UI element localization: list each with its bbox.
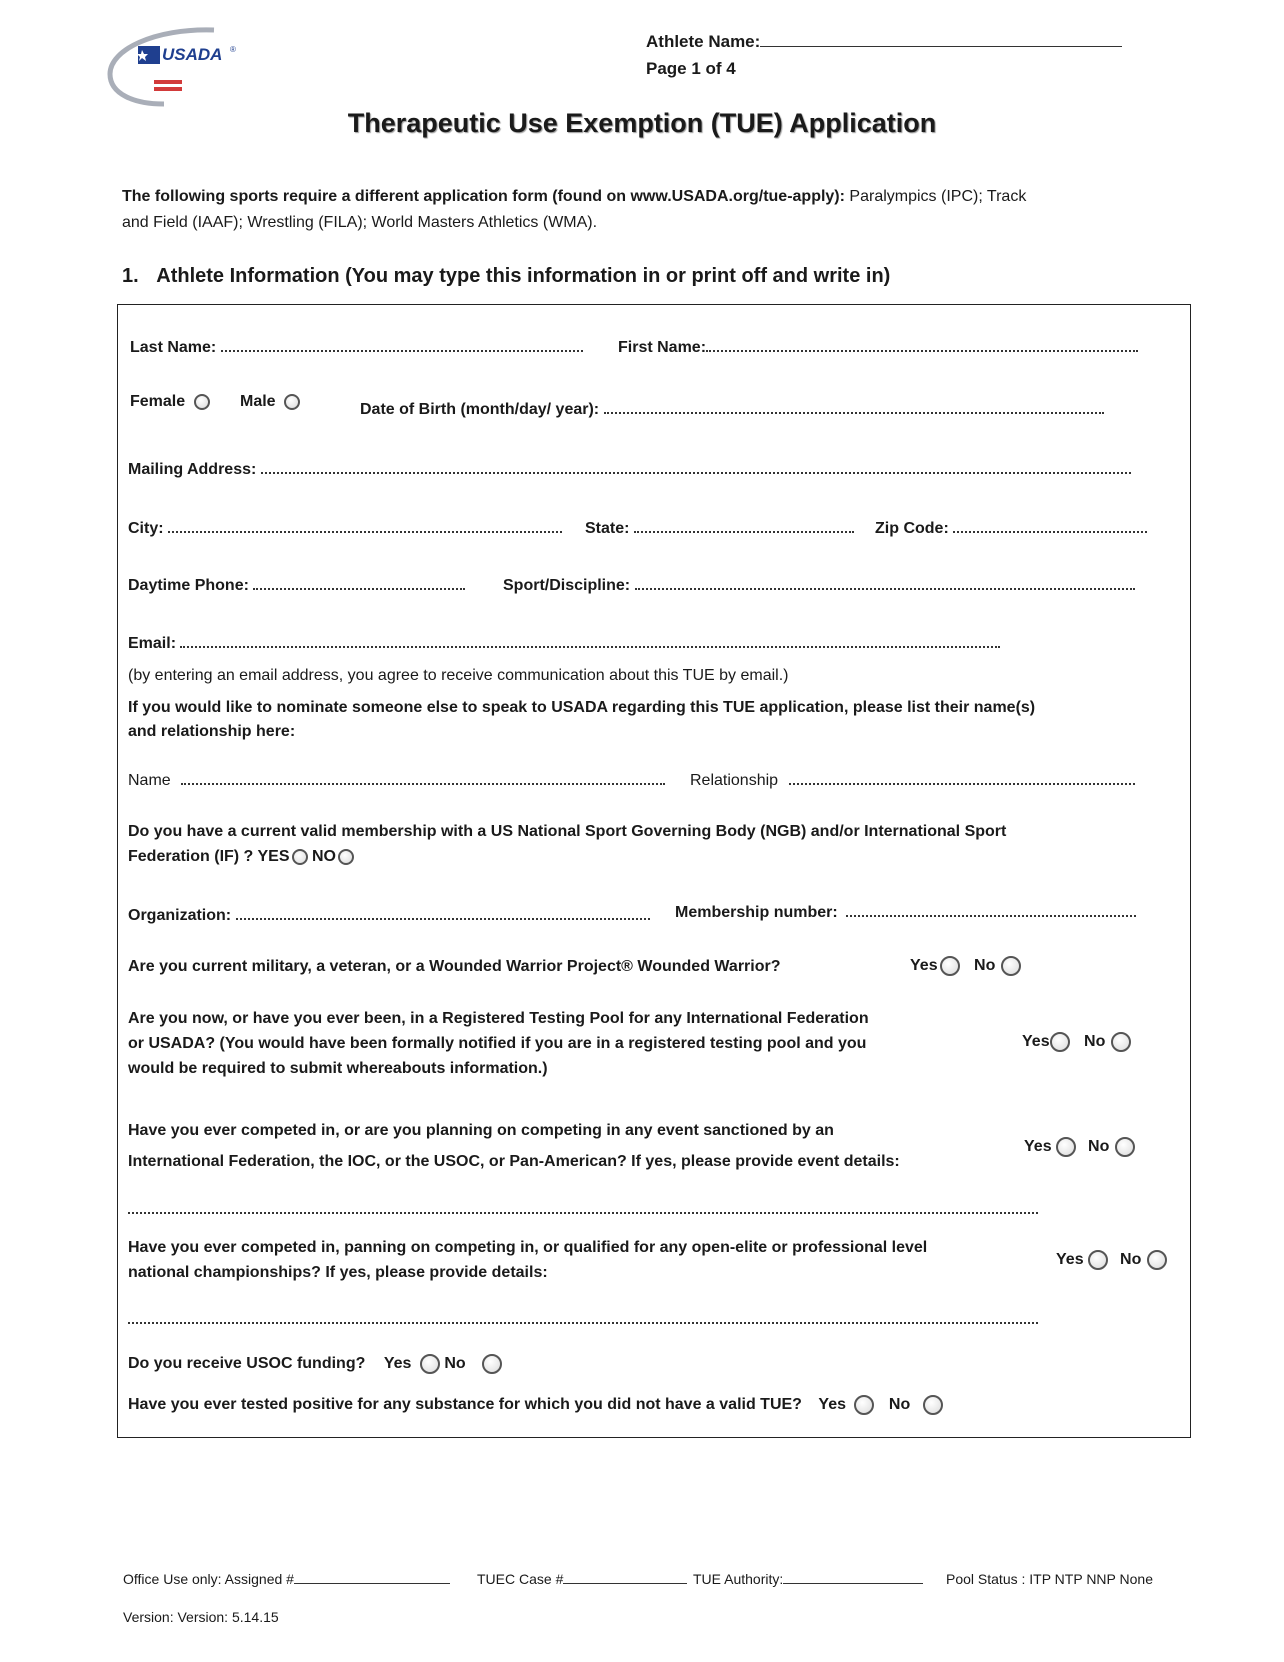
email-label: Email:: [128, 635, 177, 652]
mailing-address-field[interactable]: [128, 458, 1131, 479]
office-assigned-label: Office Use only: Assigned #: [123, 1571, 294, 1587]
male-radio[interactable]: [284, 394, 300, 410]
ngb-no-label: NO: [311, 848, 336, 865]
rtp-question-line3: would be required to submit whereabouts information.): [128, 1060, 548, 1077]
phone-line[interactable]: [253, 574, 465, 590]
intl-question-line1: Have you ever competed in, or are you planning on competing in any event sanctioned by an: [128, 1122, 834, 1139]
first-name-field[interactable]: [618, 336, 1138, 357]
zip-field[interactable]: [875, 517, 1147, 538]
athlete-name-line[interactable]: [760, 46, 1122, 47]
gender-male[interactable]: [240, 393, 300, 411]
relationship-line[interactable]: [789, 769, 1135, 785]
nominee-name-label: Name: [128, 772, 171, 789]
military-answers: [910, 956, 1021, 976]
positive-no-radio[interactable]: [923, 1395, 943, 1415]
military-no-radio[interactable]: [1001, 956, 1021, 976]
last-name-label: Last Name:: [130, 339, 217, 356]
usoc-yes-radio[interactable]: [420, 1354, 440, 1374]
dob-line[interactable]: [604, 398, 1104, 414]
elite-question-line2: national championships? If yes, please provide details:: [128, 1264, 548, 1281]
organization-label: Organization:: [128, 907, 232, 924]
intl-yes-label: Yes: [1024, 1138, 1052, 1156]
positive-yes-radio[interactable]: [854, 1395, 874, 1415]
athlete-name-label: Athlete Name:: [646, 32, 761, 51]
dob-label: Date of Birth (month/day/ year):: [360, 401, 600, 418]
ngb-yes-radio[interactable]: [292, 849, 308, 865]
state-line[interactable]: [634, 517, 854, 533]
nominee-name-field[interactable]: [128, 769, 665, 790]
rtp-no-label: No: [1084, 1033, 1106, 1051]
usada-logo: [104, 24, 264, 112]
assigned-line[interactable]: [294, 1583, 450, 1584]
email-note: (by entering an email address, you agree to receive communication about this TUE by email.): [128, 667, 789, 684]
ngb-question-line2: [128, 848, 354, 866]
first-name-line[interactable]: [706, 336, 1138, 352]
tuec-case: [477, 1571, 687, 1587]
logo-text: USADA: [162, 45, 223, 64]
athlete-name-header: [646, 32, 1122, 52]
gender-female[interactable]: [130, 393, 210, 411]
intro-line2: and Field (IAAF); Wrestling (FILA); World Masters Athletics (WMA).: [122, 214, 598, 231]
female-label: Female: [130, 393, 186, 410]
rtp-yes-label: Yes: [1022, 1033, 1050, 1051]
elite-no-radio[interactable]: [1147, 1250, 1167, 1270]
relationship-label: Relationship: [690, 772, 779, 789]
section-number: 1.: [122, 265, 139, 287]
military-question: Are you current military, a veteran, or a Wounded Warrior Project® Wounded Warrior?: [128, 958, 781, 975]
intl-no-label: No: [1088, 1138, 1110, 1156]
phone-field[interactable]: [128, 574, 465, 595]
city-label: City:: [128, 520, 164, 537]
military-no-label: No: [974, 957, 996, 975]
mailing-label: Mailing Address:: [128, 461, 257, 478]
page-number: Page 1 of 4: [646, 59, 736, 78]
male-label: Male: [240, 393, 276, 410]
positive-label: Have you ever tested positive for any substance for which you did not have a valid TUE?: [128, 1396, 802, 1414]
elite-yes-label: Yes: [1056, 1251, 1084, 1269]
tuec-line[interactable]: [563, 1583, 687, 1584]
last-name-line[interactable]: [221, 336, 583, 352]
rtp-question-line2: or USADA? (You would have been formally notified if you are in a registered testing pool and you: [128, 1035, 867, 1052]
membership-line[interactable]: [846, 901, 1136, 917]
elite-no-label: No: [1120, 1251, 1142, 1269]
rtp-yes-radio[interactable]: [1050, 1032, 1070, 1052]
ngb-yes-label: Federation (IF) ? YES: [128, 848, 290, 865]
last-name-field[interactable]: [130, 336, 583, 357]
membership-field[interactable]: [675, 901, 1136, 922]
logo-reg: ®: [230, 45, 236, 54]
usoc-yes-label: Yes: [383, 1355, 412, 1373]
intl-yes-radio[interactable]: [1056, 1137, 1076, 1157]
ngb-question-line1: Do you have a current valid membership with a US National Sport Governing Body (NGB) and/or International Sport: [128, 823, 1007, 840]
rtp-question-line1: Are you now, or have you ever been, in a Registered Testing Pool for any International Federation: [128, 1010, 869, 1027]
ngb-no-radio[interactable]: [338, 849, 354, 865]
elite-question-line1: Have you ever competed in, panning on competing in, or qualified for any open-elite or professional level: [128, 1239, 928, 1256]
sport-field[interactable]: [503, 574, 1135, 595]
relationship-field[interactable]: [690, 769, 1135, 790]
nominate-line1: If you would like to nominate someone else to speak to USADA regarding this TUE application, please list their name(s): [128, 699, 1036, 716]
office-use: [123, 1571, 450, 1587]
nominee-name-line[interactable]: [181, 769, 665, 785]
intl-answers: [1024, 1137, 1135, 1157]
usoc-no-radio[interactable]: [482, 1354, 502, 1374]
section-heading: [122, 265, 890, 288]
email-field[interactable]: [128, 632, 1000, 653]
authority-label: TUE Authority:: [693, 1571, 784, 1587]
first-name-label: First Name:: [618, 339, 707, 356]
rtp-no-radio[interactable]: [1111, 1032, 1131, 1052]
zip-label: Zip Code:: [875, 520, 949, 537]
elite-details-line[interactable]: [128, 1308, 1038, 1329]
phone-label: Daytime Phone:: [128, 577, 249, 594]
elite-yes-radio[interactable]: [1088, 1250, 1108, 1270]
city-field[interactable]: [128, 517, 562, 538]
positive-yes-label: Yes: [818, 1396, 846, 1414]
sport-line[interactable]: [635, 574, 1135, 590]
section-title: Athlete Information (You may type this information in or print off and write in): [156, 265, 891, 287]
tue-authority: [693, 1571, 923, 1587]
authority-line[interactable]: [783, 1583, 923, 1584]
state-label: State:: [585, 520, 630, 537]
usoc-label: Do you receive USOC funding?: [128, 1355, 366, 1373]
positive-question: [128, 1395, 943, 1415]
version: Version: Version: 5.14.15: [123, 1609, 279, 1625]
dob-field[interactable]: [360, 398, 1104, 419]
zip-line[interactable]: [953, 517, 1147, 533]
usoc-no-label: No: [444, 1355, 466, 1373]
military-yes-label: Yes: [910, 957, 938, 975]
female-radio[interactable]: [194, 394, 210, 410]
city-line[interactable]: [168, 517, 562, 533]
organization-line[interactable]: [236, 904, 650, 920]
nominate-line2: and relationship here:: [128, 723, 296, 740]
intl-no-radio[interactable]: [1115, 1137, 1135, 1157]
intro-bold: The following sports require a different application form (found on www.USADA.org/tue-apply):: [122, 188, 845, 205]
intro-line1: [122, 188, 1026, 206]
organization-field[interactable]: [128, 904, 650, 925]
sport-label: Sport/Discipline:: [503, 577, 631, 594]
tuec-label: TUEC Case #: [477, 1571, 564, 1587]
state-field[interactable]: [585, 517, 854, 538]
usoc-question: [128, 1354, 502, 1374]
membership-label: Membership number:: [675, 904, 838, 921]
military-yes-radio[interactable]: [940, 956, 960, 976]
pool-status: Pool Status : ITP NTP NNP None: [946, 1571, 1153, 1587]
mailing-line[interactable]: [261, 458, 1131, 474]
email-line[interactable]: [180, 632, 1000, 648]
positive-no-label: No: [888, 1396, 911, 1414]
page-title: Therapeutic Use Exemption (TUE) Application: [347, 108, 937, 138]
intl-details-line[interactable]: [128, 1198, 1038, 1219]
rtp-answers: [1022, 1032, 1131, 1052]
intl-question-line2: International Federation, the IOC, or the USOC, or Pan-American? If yes, please provide event details:: [128, 1153, 900, 1170]
intro-rest: Paralympics (IPC); Track: [844, 188, 1027, 205]
elite-answers: [1056, 1250, 1167, 1270]
